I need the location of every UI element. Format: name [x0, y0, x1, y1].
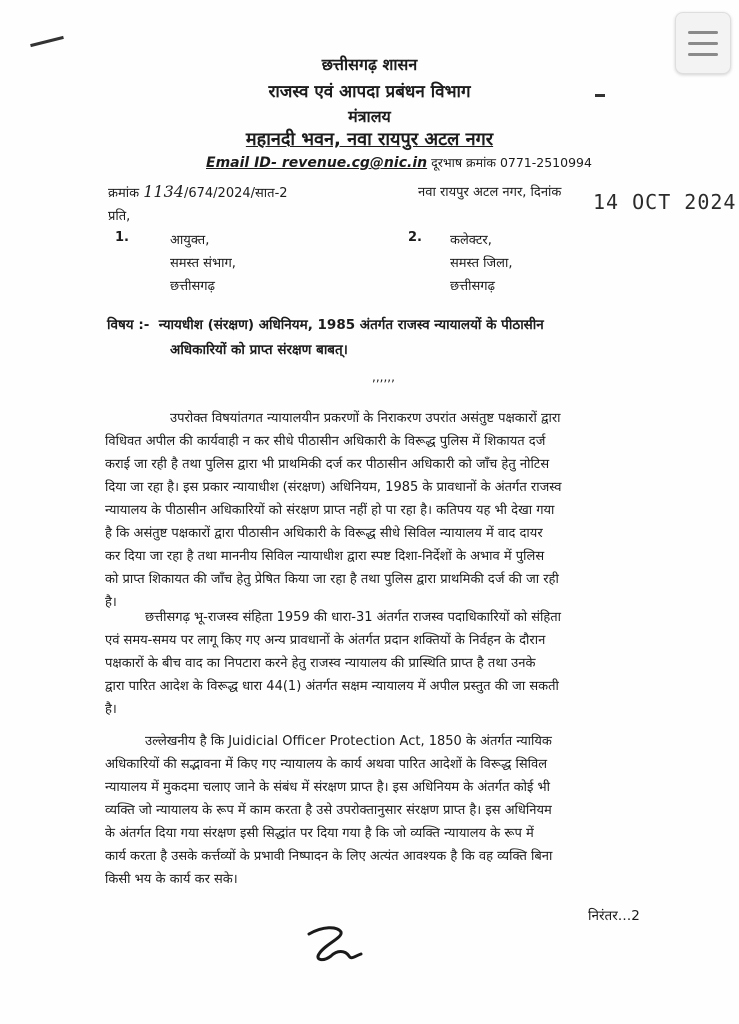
phone: दूरभाष क्रमांक 0771-2510994: [431, 155, 592, 170]
recipient-1-scope: समस्त संभाग,: [170, 256, 236, 271]
subject-label: विषय :-: [107, 317, 150, 333]
recipient-1-number: 1.: [115, 230, 129, 245]
hamburger-menu-icon: [688, 31, 718, 34]
subject-line-2: अधिकारियों को प्राप्त संरक्षण बाबत्।: [170, 342, 348, 358]
para3-line: किसी भय के कार्य कर सके।: [105, 872, 238, 887]
para3-line: न्यायालय में मुकदमा चलाए जाने के संबंध में संरक्षण प्राप्त है। इस अधिनियम के अंतर्गत कोई भी: [105, 780, 551, 795]
date-stamp: 14 OCT 2024: [593, 190, 737, 214]
place-date-label: नवा रायपुर अटल नगर, दिनांक: [418, 185, 562, 200]
para1-line: न्यायालय के पीठासीन अधिकारियों को संरक्षण प्राप्त नहीं हो पा रहा है। कतिपय यह भी देखा गया: [105, 503, 555, 518]
para3-line: कार्य करता है उसके कर्त्तव्यों के प्रभावी निष्पादन के लिए अत्यंत आवश्यक है कि वह व्यक्ति बिना: [105, 849, 553, 864]
department-name: राजस्व एवं आपदा प्रबंधन विभाग: [268, 82, 471, 102]
para3-line: उल्लेखनीय है कि Juidicial Officer Protection Act, 1850 के अंतर्गत न्यायिक: [145, 734, 552, 749]
signature: [305, 920, 365, 968]
govt-name: छत्तीसगढ़ शासन: [321, 55, 418, 74]
para1-line: है।: [105, 595, 117, 610]
para2-line: छत्तीसगढ़ भू-राजस्व संहिता 1959 की धारा-31 अंतर्गत राजस्व पदाधिकारियों को संहिता: [145, 610, 562, 625]
ministry-name: मंत्रालय: [348, 107, 391, 126]
recipient-2-state: छत्तीसगढ़: [450, 279, 495, 294]
continued-note: निरंतर…2: [588, 908, 640, 924]
recipient-2-scope: समस्त जिला,: [450, 256, 513, 271]
recipient-2-title: कलेक्टर,: [450, 233, 492, 248]
pen-mark: [30, 36, 64, 47]
para1-line: उपरोक्त विषयांतगत न्यायालयीन प्रकरणों के निराकरण उपरांत असंतुष्ट पक्षकारों द्वारा: [170, 411, 561, 426]
para2-line: पक्षकारों के बीच वाद का निपटारा करने हेतु राजस्व न्यायालय की प्रास्थिति प्राप्त है तथा उनके: [105, 656, 536, 671]
recipient-1-title: आयुक्त,: [170, 233, 210, 248]
office-address: महानदी भवन, नवा रायपुर अटल नगर: [245, 129, 494, 150]
para2-line: एवं समय-समय पर लागू किए गए अन्य प्रावधानों के अंतर्गत प्रदान शक्तियों के निर्वहन के दौरान: [105, 633, 546, 648]
para1-line: दिया जा रहा है। इस प्रकार न्यायाधीश (संरक्षण) अधिनियम, 1985 के प्रावधानों के अंतर्गत राजस्व: [105, 480, 562, 495]
to-label: प्रति,: [108, 209, 131, 224]
para3-line: अधिकारियों की सद्भावना में किए गए न्यायालय के कार्य अथवा पारित आदेशों के विरूद्ध सिविल: [105, 757, 548, 772]
handwritten-number: 1134: [143, 182, 184, 201]
para3-line: के अंतर्गत दिया गया संरक्षण इसी सिद्धांत पर दिया गया है कि जो व्यक्ति न्यायालय के रूप में: [105, 826, 534, 841]
para1-line: विधिवत अपील की कार्यवाही न कर सीधे पीठासीन अधिकारी के विरूद्ध पुलिस में शिकायत दर्ज: [105, 434, 546, 449]
contact-line: [206, 154, 592, 171]
recipient-2-number: 2.: [408, 230, 422, 245]
para1-line: कराई जा रही है तथा पुलिस द्वारा भी प्राथमिकी दर्ज कर पीठासीन अधिकारी को जाँच हेतु नोटिस: [105, 457, 550, 472]
para3-line: व्यक्ति जो न्यायालय के रूप में काम करता है उसे उपरोक्तानुसार संरक्षण प्राप्त है। इस अधिनियम: [105, 803, 552, 818]
para1-line: है कि असंतुष्ट पक्षकारों द्वारा पीठासीन अधिकारी के विरूद्ध सीधे सिविल न्यायालय में वाद दायर: [105, 526, 543, 541]
subject-line-1: [107, 315, 544, 333]
subject-text: न्यायधीश (संरक्षण) अधिनियम, 1985 अंतर्गत राजस्व न्यायालयों के पीठासीन: [158, 317, 544, 333]
reference-number: क्रमांक 1134/674/2024/सात-2: [108, 182, 288, 201]
para1-line: को प्राप्त शिकायत की जाँच हेतु प्रेषित किया जा रहा है तथा पुलिस द्वारा प्राथमिकी दर्ज की जा रही: [105, 572, 559, 587]
para1-line: कर दिया जा रहा है तथा माननीय सिविल न्यायाधीश द्वारा स्पष्ट दिशा-निर्देशों के अभाव में पुलिस: [105, 549, 545, 564]
divider: ,,,,,,: [372, 370, 395, 384]
email: Email ID- revenue.cg@nic.in: [206, 155, 428, 171]
para2-line: है।: [105, 702, 117, 717]
hamburger-menu-icon: [688, 42, 718, 45]
recipient-1-state: छत्तीसगढ़: [170, 279, 215, 294]
para2-line: द्वारा पारित आदेश के विरूद्ध धारा 44(1) अंतर्गत सक्षम न्यायालय में अपील प्रस्तुत की जा सकती: [105, 679, 559, 694]
